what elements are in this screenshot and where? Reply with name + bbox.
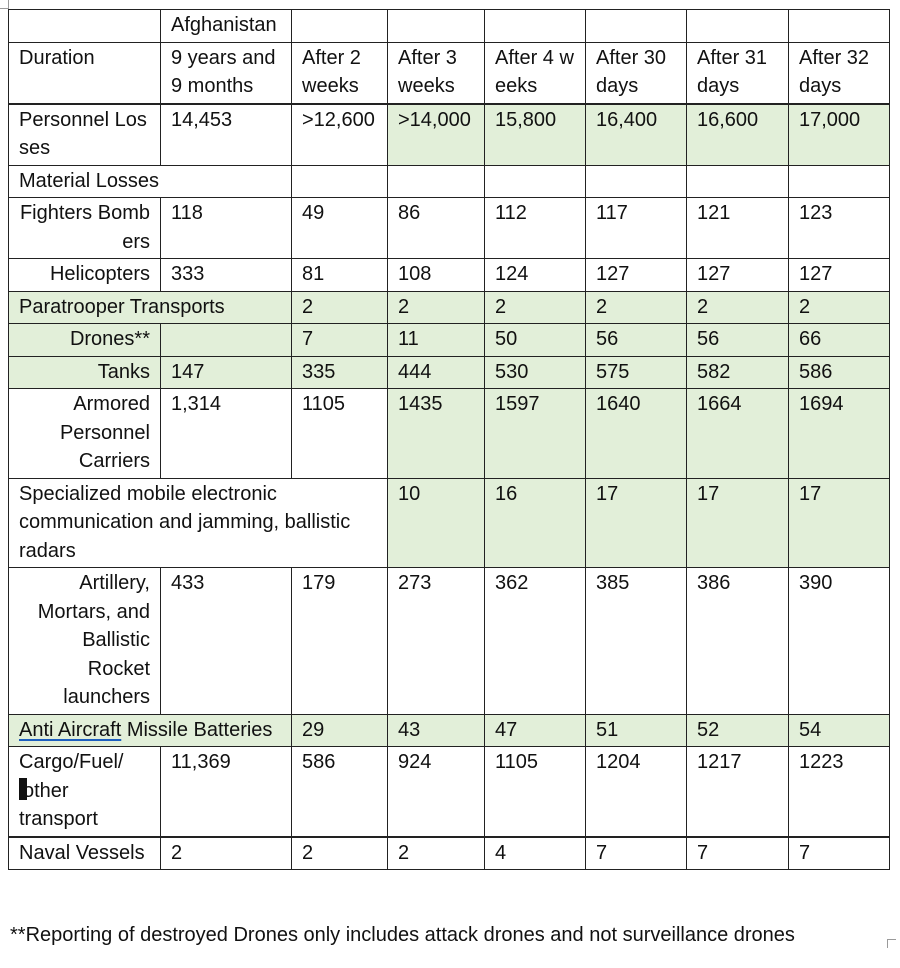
duration-row [9, 42, 890, 104]
empty-cell [388, 10, 485, 43]
drones-row [9, 324, 890, 357]
value-cell: 924 [388, 747, 485, 837]
value-cell: 273 [388, 568, 485, 715]
empty-cell [9, 10, 161, 43]
duration-cell: After 32 days [789, 42, 890, 104]
value-cell: 2 [485, 291, 586, 324]
value-cell: 2 [292, 291, 388, 324]
value-cell: 81 [292, 259, 388, 292]
value-cell: 1223 [789, 747, 890, 837]
value-cell: 49 [292, 198, 388, 259]
artillery-row [9, 568, 890, 715]
value-cell: 56 [687, 324, 789, 357]
page-corner-mark [887, 939, 896, 948]
row-label: Helicopters [9, 259, 161, 292]
value-cell: 586 [789, 356, 890, 389]
value-cell: 7 [292, 324, 388, 357]
value-cell: 16 [485, 478, 586, 568]
value-cell: 335 [292, 356, 388, 389]
value-cell: 582 [687, 356, 789, 389]
armored-personnel-carriers-row [9, 389, 890, 479]
value-cell: 1,314 [161, 389, 292, 479]
value-cell: 1204 [586, 747, 687, 837]
row-label: Armored Personnel Carriers [9, 389, 161, 479]
spellcheck-underlined-text: Anti Aircraft [19, 718, 122, 741]
value-cell: 1664 [687, 389, 789, 479]
duration-cell: After 2 weeks [292, 42, 388, 104]
losses-table [8, 9, 890, 870]
helicopters-row [9, 259, 890, 292]
row-label-rest: other transport [19, 779, 98, 830]
value-cell: 1640 [586, 389, 687, 479]
value-cell: 333 [161, 259, 292, 292]
row-label: Fighters Bombers [9, 198, 161, 259]
row-label: Personnel Losses [9, 104, 161, 166]
value-cell: 385 [586, 568, 687, 715]
empty-cell [292, 10, 388, 43]
value-cell: 575 [586, 356, 687, 389]
value-cell: 16,600 [687, 104, 789, 166]
value-cell: 390 [789, 568, 890, 715]
value-cell [161, 324, 292, 357]
value-cell: 7 [687, 837, 789, 870]
empty-cell [586, 165, 687, 198]
value-cell: 11,369 [161, 747, 292, 837]
duration-label: Duration [9, 42, 161, 104]
duration-cell: After 31 days [687, 42, 789, 104]
value-cell: 2 [292, 837, 388, 870]
value-cell: 118 [161, 198, 292, 259]
empty-cell [687, 10, 789, 43]
duration-cell: After 30 days [586, 42, 687, 104]
duration-cell: 9 years and 9 months [161, 42, 292, 104]
value-cell: 54 [789, 714, 890, 747]
value-cell: 108 [388, 259, 485, 292]
value-cell: 1105 [485, 747, 586, 837]
page-corner-mark [0, 0, 9, 9]
value-cell: 11 [388, 324, 485, 357]
empty-cell [292, 165, 388, 198]
value-cell: 4 [485, 837, 586, 870]
row-label: Artillery, Mortars, and Ballistic Rocket launchers [9, 568, 161, 715]
value-cell: 50 [485, 324, 586, 357]
value-cell: 2 [388, 837, 485, 870]
duration-cell: After 4 weeks [485, 42, 586, 104]
empty-cell [789, 165, 890, 198]
value-cell: 1217 [687, 747, 789, 837]
anti-aircraft-row [9, 714, 890, 747]
value-cell: 124 [485, 259, 586, 292]
value-cell: 10 [388, 478, 485, 568]
value-cell: 2 [388, 291, 485, 324]
value-cell: 29 [292, 714, 388, 747]
value-cell: 127 [687, 259, 789, 292]
row-label[interactable] [9, 747, 161, 837]
empty-cell [485, 10, 586, 43]
empty-cell [485, 165, 586, 198]
value-cell: 112 [485, 198, 586, 259]
value-cell: 530 [485, 356, 586, 389]
drones-footnote: **Reporting of destroyed Drones only includes attack drones and not surveillance drones [10, 924, 795, 946]
value-cell: 444 [388, 356, 485, 389]
naval-vessels-row [9, 837, 890, 870]
row-label-line1: Cargo/Fuel/ [19, 751, 124, 773]
value-cell: 386 [687, 568, 789, 715]
duration-cell: After 3 weeks [388, 42, 485, 104]
value-cell: 17 [687, 478, 789, 568]
row-label: Specialized mobile electronic communication and jamming, ballistic radars [9, 478, 388, 568]
value-cell: 586 [292, 747, 388, 837]
value-cell: 1435 [388, 389, 485, 479]
value-cell: 7 [586, 837, 687, 870]
value-cell: 16,400 [586, 104, 687, 166]
value-cell: 1105 [292, 389, 388, 479]
personnel-losses-row [9, 104, 890, 166]
empty-cell [388, 165, 485, 198]
empty-cell [687, 165, 789, 198]
row-label: Tanks [9, 356, 161, 389]
row-label [9, 714, 292, 747]
value-cell: 14,453 [161, 104, 292, 166]
value-cell: 123 [789, 198, 890, 259]
value-cell: 66 [789, 324, 890, 357]
afghanistan-header: Afghanistan [161, 10, 292, 43]
row-label: Paratrooper Transports [9, 291, 292, 324]
value-cell: 121 [687, 198, 789, 259]
value-cell: 2 [687, 291, 789, 324]
header-group-row [9, 10, 890, 43]
empty-cell [586, 10, 687, 43]
value-cell: 51 [586, 714, 687, 747]
value-cell: 52 [687, 714, 789, 747]
paratrooper-transports-row [9, 291, 890, 324]
value-cell: 433 [161, 568, 292, 715]
value-cell: 127 [789, 259, 890, 292]
value-cell: 86 [388, 198, 485, 259]
value-cell: 362 [485, 568, 586, 715]
row-label-rest: Missile Batteries [121, 718, 273, 741]
value-cell: 2 [586, 291, 687, 324]
value-cell: 2 [789, 291, 890, 324]
value-cell: 56 [586, 324, 687, 357]
value-cell: 17 [586, 478, 687, 568]
value-cell: >14,000 [388, 104, 485, 166]
value-cell: 1694 [789, 389, 890, 479]
value-cell: 1597 [485, 389, 586, 479]
value-cell: 147 [161, 356, 292, 389]
empty-cell [789, 10, 890, 43]
cargo-transport-row [9, 747, 890, 837]
row-label: Drones** [9, 324, 161, 357]
material-losses-heading-row [9, 165, 890, 198]
value-cell: 17 [789, 478, 890, 568]
value-cell: 2 [161, 837, 292, 870]
value-cell: 15,800 [485, 104, 586, 166]
value-cell: 17,000 [789, 104, 890, 166]
value-cell: 47 [485, 714, 586, 747]
electronic-radars-row [9, 478, 890, 568]
value-cell: 43 [388, 714, 485, 747]
fighters-bombers-row [9, 198, 890, 259]
row-label: Naval Vessels [9, 837, 161, 870]
value-cell: 7 [789, 837, 890, 870]
section-heading: Material Losses [9, 165, 292, 198]
value-cell: 179 [292, 568, 388, 715]
tanks-row [9, 356, 890, 389]
value-cell: 117 [586, 198, 687, 259]
value-cell: 127 [586, 259, 687, 292]
value-cell: >12,600 [292, 104, 388, 166]
